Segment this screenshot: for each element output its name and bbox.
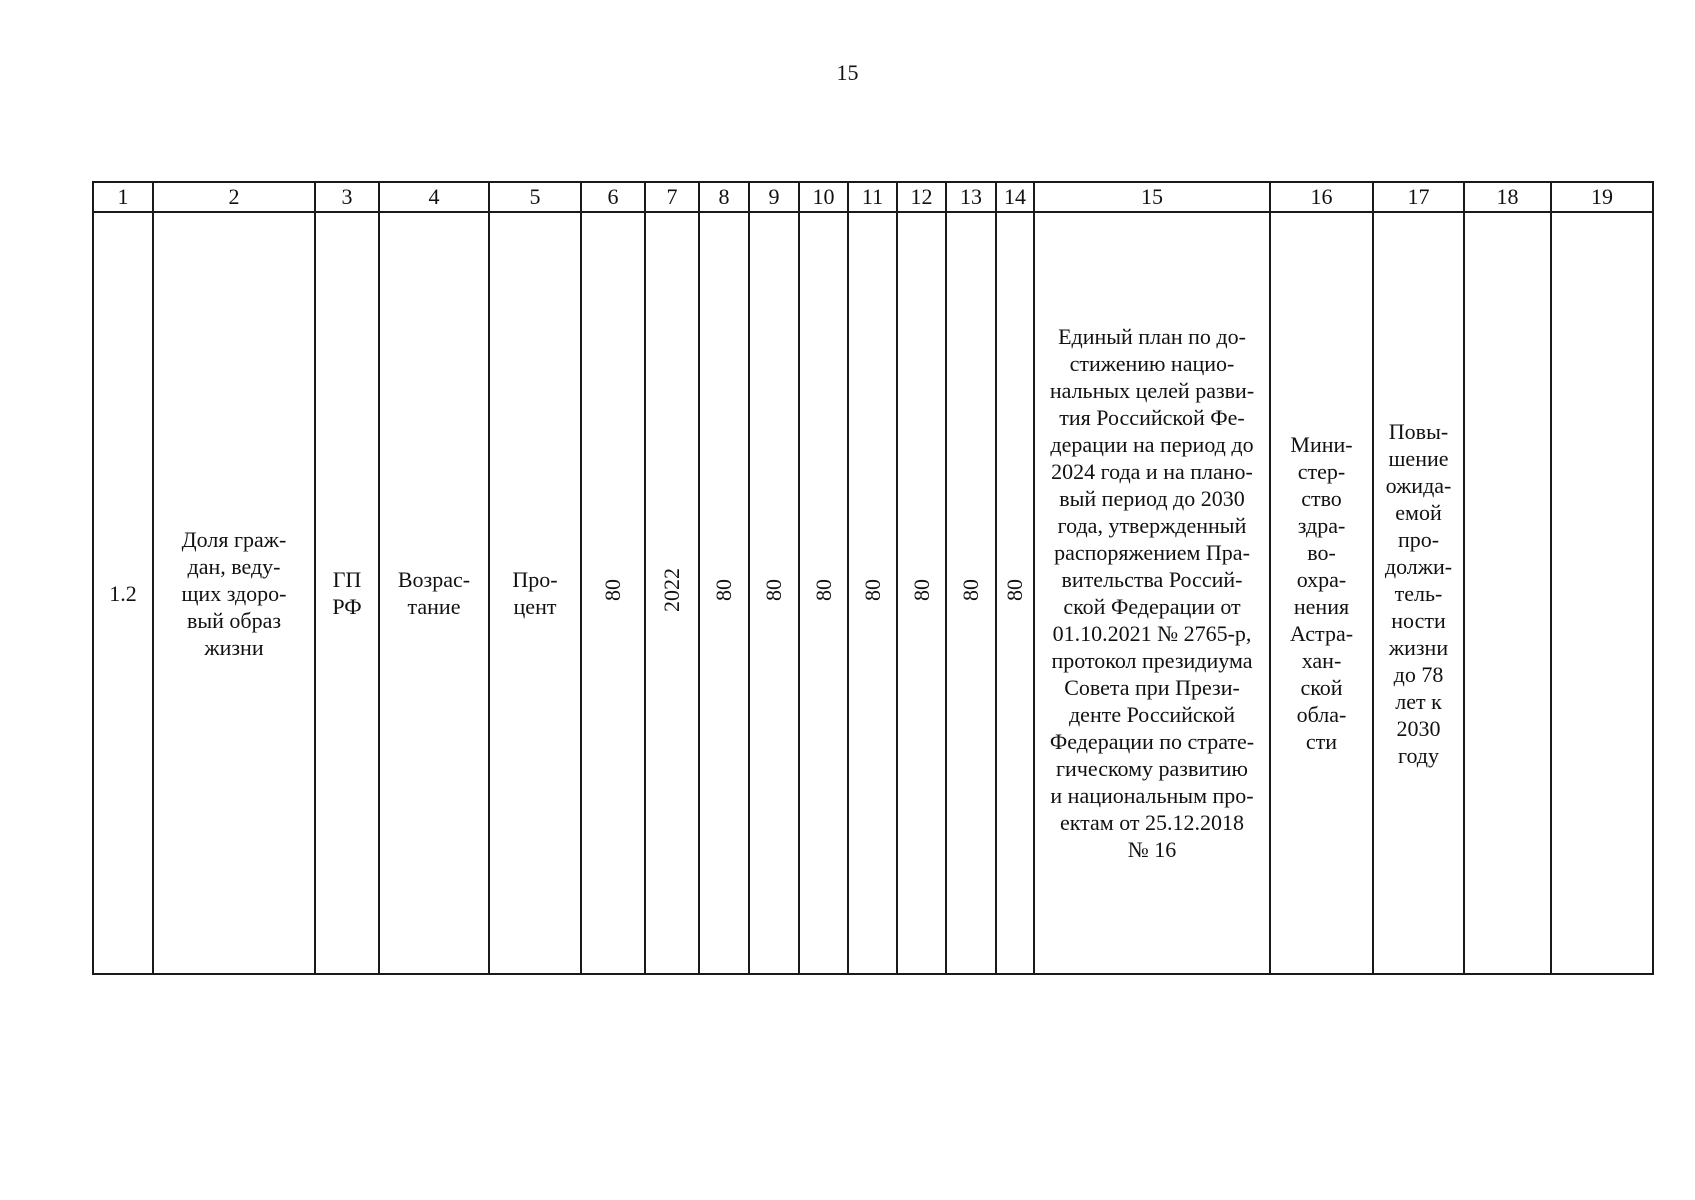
header-col-15: 15	[1034, 182, 1270, 212]
cell-indicator-name-text: Доля граж- дан, веду- щих здоро- вый образ жизни	[181, 526, 287, 660]
cell-responsible	[1270, 212, 1373, 974]
cell-value-8	[699, 212, 749, 974]
header-col-16: 16	[1270, 182, 1373, 212]
header-col-12: 12	[897, 182, 946, 212]
header-col-6: 6	[581, 182, 645, 212]
cell-document-text: Единый план по до- стижению нацио- нальных целей разви- тия Российской Фе- дерации на период до 2024 года и на плано- вый период до 2030 года, утвержденный распоряжением Пра- вительства Россий- ской Федерации от 01.10.2021 № 2765-р, протокол президиума Совета при Прези- денте Российской Федерации по страте- гическому развитию и национальным про- ектам от 25.12.2018 № 16	[1049, 324, 1255, 862]
header-col-19: 19	[1551, 182, 1653, 212]
cell-base-value-text: 80	[600, 579, 625, 601]
header-col-5: 5	[489, 182, 581, 212]
cell-number	[93, 212, 153, 974]
cell-trend	[379, 212, 489, 974]
header-col-7: 7	[645, 182, 699, 212]
cell-number-text: 1.2	[109, 580, 137, 606]
header-col-11: 11	[848, 182, 897, 212]
header-col-4: 4	[379, 182, 489, 212]
cell-unit-text: Про- цент	[512, 567, 558, 619]
cell-value-14	[996, 212, 1034, 974]
cell-base-year-text: 2022	[659, 568, 684, 612]
cell-empty-18	[1464, 212, 1551, 974]
cell-empty-19	[1551, 212, 1653, 974]
cell-level-text: ГП РФ	[332, 567, 362, 619]
cell-unit	[489, 212, 581, 974]
cell-value-14-text: 80	[1002, 579, 1027, 601]
cell-value-9	[749, 212, 799, 974]
header-col-17: 17	[1373, 182, 1464, 212]
cell-value-11	[848, 212, 897, 974]
header-col-13: 13	[946, 182, 996, 212]
cell-document	[1034, 212, 1270, 974]
cell-value-10	[799, 212, 848, 974]
cell-responsible-text: Мини- стер- ство здра- во- охра- нения Астра- хан- ской обла- сти	[1289, 432, 1354, 754]
header-col-2: 2	[153, 182, 315, 212]
cell-value-13-text: 80	[958, 579, 983, 601]
table-row	[93, 212, 1653, 974]
header-col-14: 14	[996, 182, 1034, 212]
header-col-3: 3	[315, 182, 379, 212]
indicator-table	[92, 181, 1654, 975]
cell-value-12-text: 80	[908, 579, 934, 601]
cell-value-9-text: 80	[761, 579, 786, 601]
cell-value-12	[897, 212, 946, 974]
cell-level	[315, 212, 379, 974]
cell-goal-text: Повы- шение ожида- емой про- должи- тель- ности жизни до 78 лет к 2030 году	[1384, 418, 1453, 768]
header-col-9: 9	[749, 182, 799, 212]
header-row	[93, 182, 1653, 212]
cell-trend-text: Возрас- тание	[397, 567, 471, 619]
header-col-8: 8	[699, 182, 749, 212]
cell-base-value	[581, 212, 645, 974]
cell-value-13	[946, 212, 996, 974]
header-col-10: 10	[799, 182, 848, 212]
cell-indicator-name	[153, 212, 315, 974]
cell-base-year	[645, 212, 699, 974]
header-col-18: 18	[1464, 182, 1551, 212]
page-number: 15	[836, 60, 859, 85]
header-col-1: 1	[93, 182, 153, 212]
cell-value-11-text: 80	[859, 579, 885, 601]
cell-value-8-text: 80	[711, 579, 736, 601]
cell-goal	[1373, 212, 1464, 974]
cell-value-10-text: 80	[810, 579, 836, 601]
